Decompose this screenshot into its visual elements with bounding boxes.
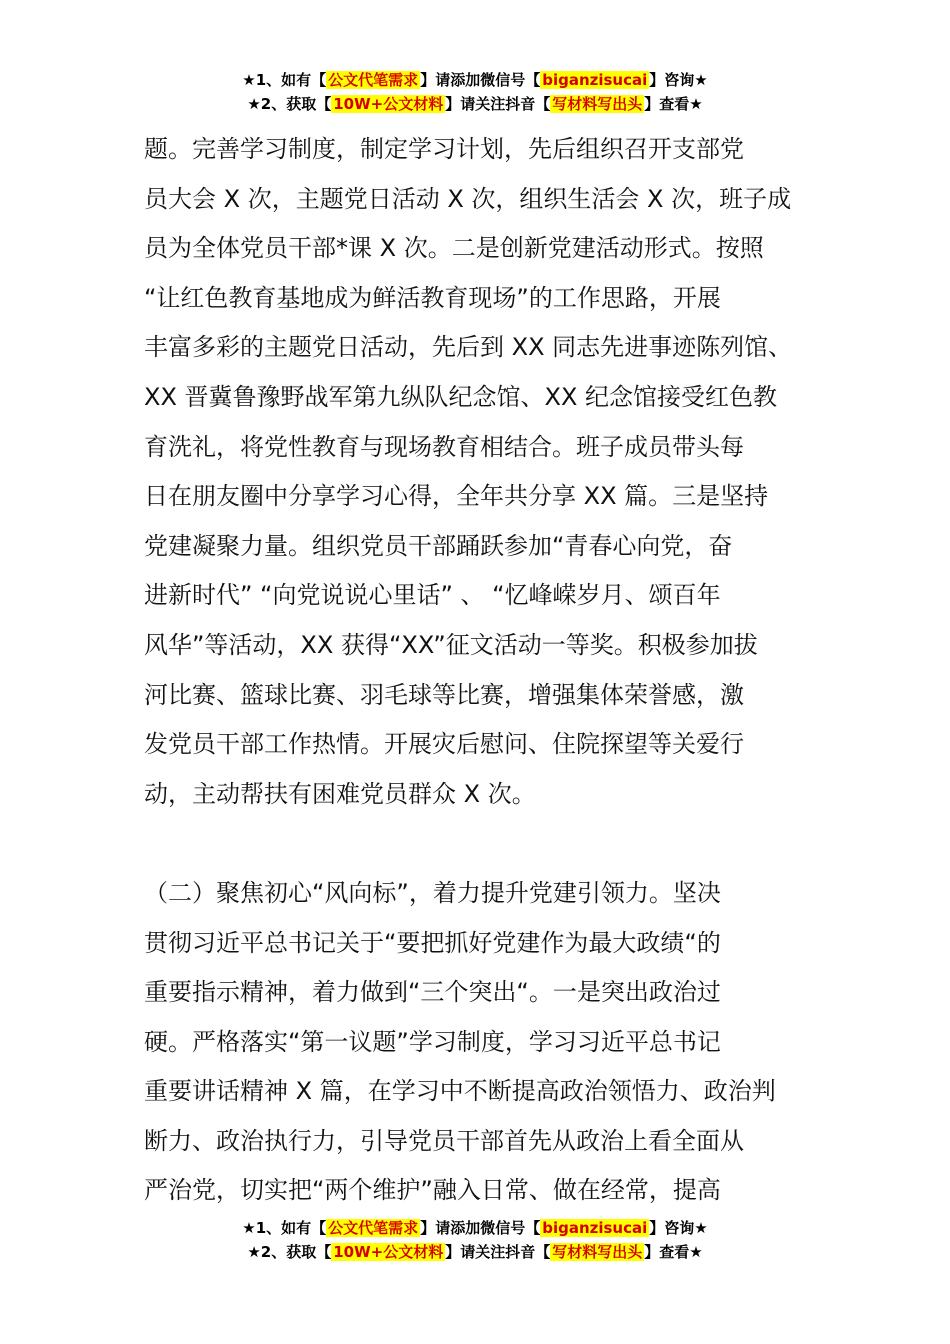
banner-highlight: 10W+公文材料 <box>333 95 444 113</box>
footer-banner <box>0 1216 950 1264</box>
text-line: 员大会 X 次，主题党日活动 X 次，组织生活会 X 次，班子成 <box>144 184 792 213</box>
banner-text: ★1、如有【 <box>242 1219 327 1237</box>
banner-highlight: 写材料写出头 <box>552 95 643 113</box>
text-line: 河比赛、篮球比赛、羽毛球等比赛，增强集体荣誉感，激 <box>144 680 744 709</box>
text-line: 断力、政治执行力，引导党员干部首先从政治上看全面从 <box>144 1126 744 1155</box>
banner-text: 】请关注抖音【 <box>445 95 551 113</box>
banner-line-1 <box>0 68 950 92</box>
text-line: 发党员干部工作热情。开展灾后慰问、住院探望等关爱行 <box>144 730 744 759</box>
banner-highlight: biganzisucai <box>542 71 648 89</box>
text-line: 题。完善学习制度，制定学习计划，先后组织召开支部党 <box>144 135 744 163</box>
banner-highlight: 写材料写出头 <box>552 1243 643 1261</box>
banner-text: 】请关注抖音【 <box>445 1243 551 1261</box>
text-line: 贯彻习近平总书记关于“要把抓好党建作为最大政绩“的 <box>144 928 721 957</box>
text-line: 重要指示精神，着力做到“三个突出“。一是突出政治过 <box>144 978 721 1007</box>
banner-text: 】请添加微信号【 <box>420 1219 541 1237</box>
banner-text: 】请添加微信号【 <box>420 71 541 89</box>
text-line: XX 晋冀鲁豫野战军第九纵队纪念馆、XX 纪念馆接受红色教 <box>144 382 778 411</box>
banner-line-1 <box>0 1216 950 1240</box>
banner-text: 】查看★ <box>644 95 703 113</box>
text-line: 风华”等活动，XX 获得“XX”征文活动一等奖。积极参加拔 <box>144 630 758 659</box>
banner-line-2 <box>0 92 950 116</box>
text-line: 员为全体党员干部*课 X 次。二是创新党建活动形式。按照 <box>144 234 764 263</box>
banner-highlight: biganzisucai <box>542 1219 648 1237</box>
banner-highlight: 公文代笔需求 <box>328 1219 419 1237</box>
banner-text: 】查看★ <box>644 1243 703 1261</box>
banner-highlight: 10W+公文材料 <box>333 1243 444 1261</box>
text-line: 动，主动帮扶有困难党员群众 X 次。 <box>144 779 536 808</box>
banner-text: 】咨询★ <box>649 1219 708 1237</box>
header-banner <box>0 68 950 116</box>
text-line: 进新时代” “向党说说心里话” 、 “忆峰嵘岁月、颂百年 <box>144 581 721 610</box>
text-line: 严治党，切实把“两个维护”融入日常、做在经常，提高 <box>144 1176 721 1205</box>
text-line: “让红色教育基地成为鲜活教育现场”的工作思路，开展 <box>144 283 721 312</box>
text-line: （二）聚焦初心“风向标”，着力提升党建引领力。坚决 <box>144 878 721 907</box>
text-line: 日在朋友圈中分享学习心得，全年共分享 XX 篇。三是坚持 <box>144 482 769 511</box>
text-line: 硬。严格落实“第一议题”学习制度，学习习近平总书记 <box>144 1027 721 1056</box>
banner-text: ★2、获取【 <box>247 95 332 113</box>
text-line: 育洗礼，将党性教育与现场教育相结合。班子成员带头每 <box>144 432 744 461</box>
banner-text: ★2、获取【 <box>247 1243 332 1261</box>
banner-text: ★1、如有【 <box>242 71 327 89</box>
banner-text: 】咨询★ <box>649 71 708 89</box>
paragraph-1 <box>144 125 824 819</box>
text-line: 党建凝聚力量。组织党员干部踊跃参加“青春心向党，奋 <box>144 531 733 560</box>
banner-highlight: 公文代笔需求 <box>328 71 419 89</box>
paragraph-gap <box>144 819 824 869</box>
banner-line-2 <box>0 1240 950 1264</box>
paragraph-2 <box>144 869 824 1216</box>
text-line: 丰富多彩的主题党日活动，先后到 XX 同志先进事迹陈列馆、 <box>144 333 793 362</box>
text-line: 重要讲话精神 X 篇，在学习中不断提高政治领悟力、政治判 <box>144 1077 776 1106</box>
document-body <box>144 125 824 1216</box>
